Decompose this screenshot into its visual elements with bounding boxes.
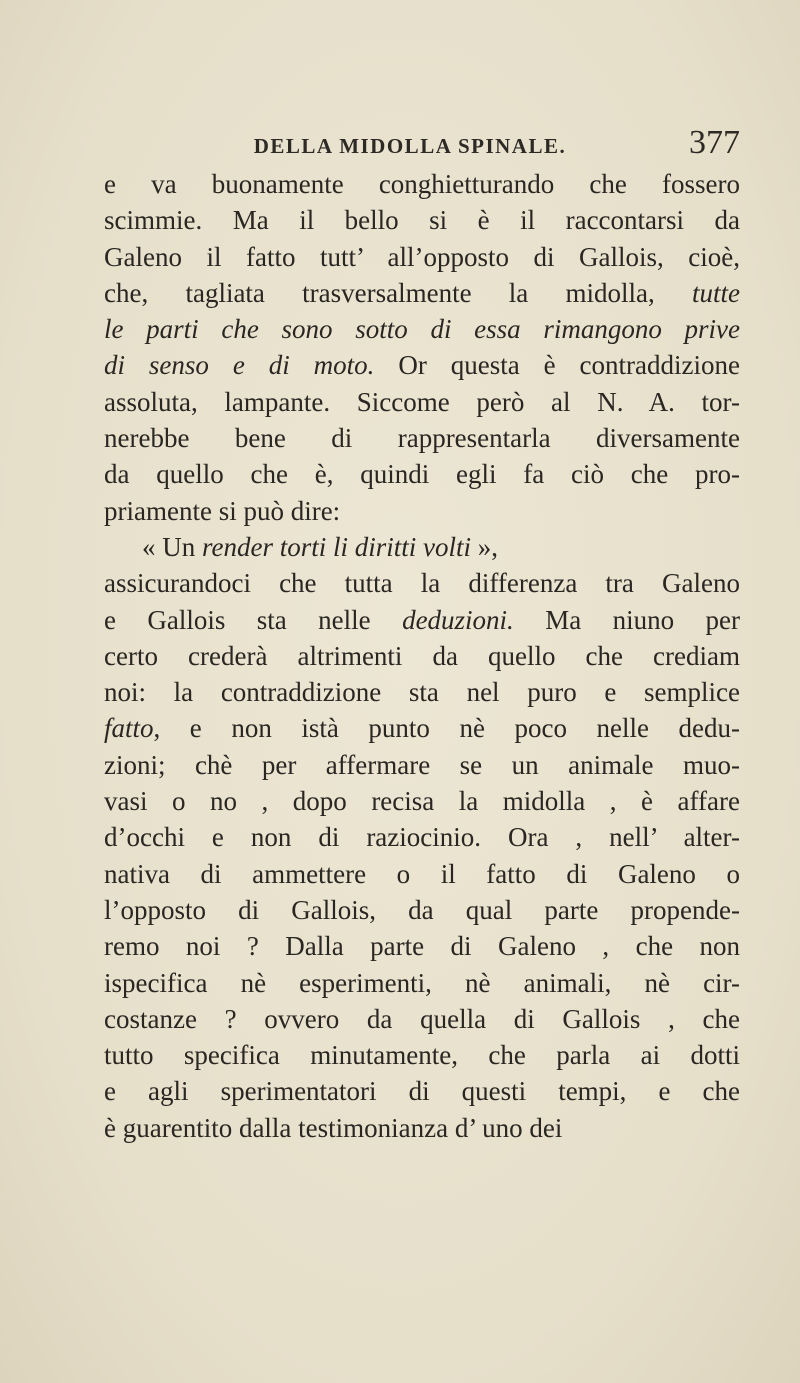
page-number: 377	[689, 124, 740, 161]
text-segment: ispecifica nè esperimenti, nè animali, nè cir-	[104, 967, 740, 998]
text-line	[104, 819, 740, 855]
text-line	[104, 1073, 740, 1109]
text-segment: zioni; chè per affermare se un animale muo-	[104, 749, 740, 780]
text-line	[104, 1037, 740, 1073]
text-segment: costanze ? ovvero da quella di Gallois , che	[104, 1003, 740, 1034]
text-line	[104, 892, 740, 928]
text-segment: Ma niuno per	[513, 604, 740, 635]
italic-text: di senso e di moto.	[104, 350, 375, 381]
text-segment: « Un	[142, 531, 202, 562]
text-segment: nativa di ammettere o il fatto di Galeno o	[104, 858, 740, 889]
text-line	[104, 456, 740, 492]
text-line	[104, 529, 740, 565]
text-line	[104, 239, 740, 275]
text-segment: l’opposto di Gallois, da qual parte propende-	[104, 894, 740, 925]
running-title: DELLA MIDOLLA SPINALE.	[253, 134, 567, 158]
page-header	[130, 122, 740, 172]
text-segment: assicurandoci che tutta la differenza tra Galeno	[104, 568, 740, 599]
text-segment: assoluta, lampante. Siccome però al N. A. tor-	[104, 386, 740, 417]
text-segment: priamente si può dire:	[104, 495, 341, 526]
text-line	[104, 166, 740, 202]
text-line	[104, 747, 740, 783]
text-line	[104, 1110, 740, 1146]
text-line	[104, 928, 740, 964]
text-line	[104, 638, 740, 674]
text-line	[104, 493, 740, 529]
text-segment: e va buonamente conghietturando che fossero	[104, 169, 740, 199]
text-segment: Galeno il fatto tutt’ all’opposto di Gallois, cioè,	[104, 241, 740, 272]
text-segment: e agli sperimentatori di questi tempi, e che	[104, 1076, 740, 1107]
italic-text: fatto	[104, 713, 154, 744]
text-segment: e Gallois sta nelle	[104, 604, 403, 635]
text-segment: Or questa è contraddizione	[374, 350, 740, 381]
text-line	[104, 565, 740, 601]
text-line	[104, 420, 740, 456]
text-segment: d’occhi e non di raziocinio. Ora , nell’ alter-	[104, 822, 740, 853]
text-line	[104, 783, 740, 819]
text-line	[104, 347, 740, 383]
body-text	[104, 166, 740, 1146]
text-line	[104, 311, 740, 347]
text-segment: nerebbe bene di rappresentarla diversamente	[104, 423, 740, 454]
text-line	[104, 602, 740, 638]
text-segment: da quello che è, quindi egli fa ciò che pro-	[104, 459, 740, 490]
text-segment: scimmie. Ma il bello si è il raccontarsi da	[104, 205, 740, 236]
text-segment: certo crederà altrimenti da quello che crediam	[104, 640, 740, 671]
text-line	[104, 674, 740, 710]
text-segment: »,	[471, 531, 498, 562]
text-segment: tutto specifica minutamente, che parla ai dotti	[104, 1040, 740, 1071]
italic-text: tutte	[692, 277, 740, 308]
italic-text: deduzioni.	[402, 604, 514, 635]
text-line	[104, 710, 740, 746]
text-line	[104, 384, 740, 420]
text-segment: vasi o no , dopo recisa la midolla , è affare	[104, 786, 740, 817]
text-segment: è guarentito dalla testimonianza d’ uno dei	[104, 1112, 563, 1143]
text-segment: remo noi ? Dalla parte di Galeno , che non	[104, 931, 740, 962]
italic-text: le parti che sono sotto di essa rimangono prive	[104, 314, 740, 345]
text-segment: noi: la contraddizione sta nel puro e semplice	[104, 677, 740, 708]
text-line	[104, 965, 740, 1001]
text-segment: che, tagliata trasversalmente la midolla,	[104, 277, 692, 308]
text-segment: , e non istà punto nè poco nelle dedu-	[153, 713, 740, 744]
text-line	[104, 275, 740, 311]
text-line	[104, 202, 740, 238]
italic-text: render torti li diritti volti	[202, 531, 471, 562]
text-line	[104, 856, 740, 892]
text-line	[104, 1001, 740, 1037]
